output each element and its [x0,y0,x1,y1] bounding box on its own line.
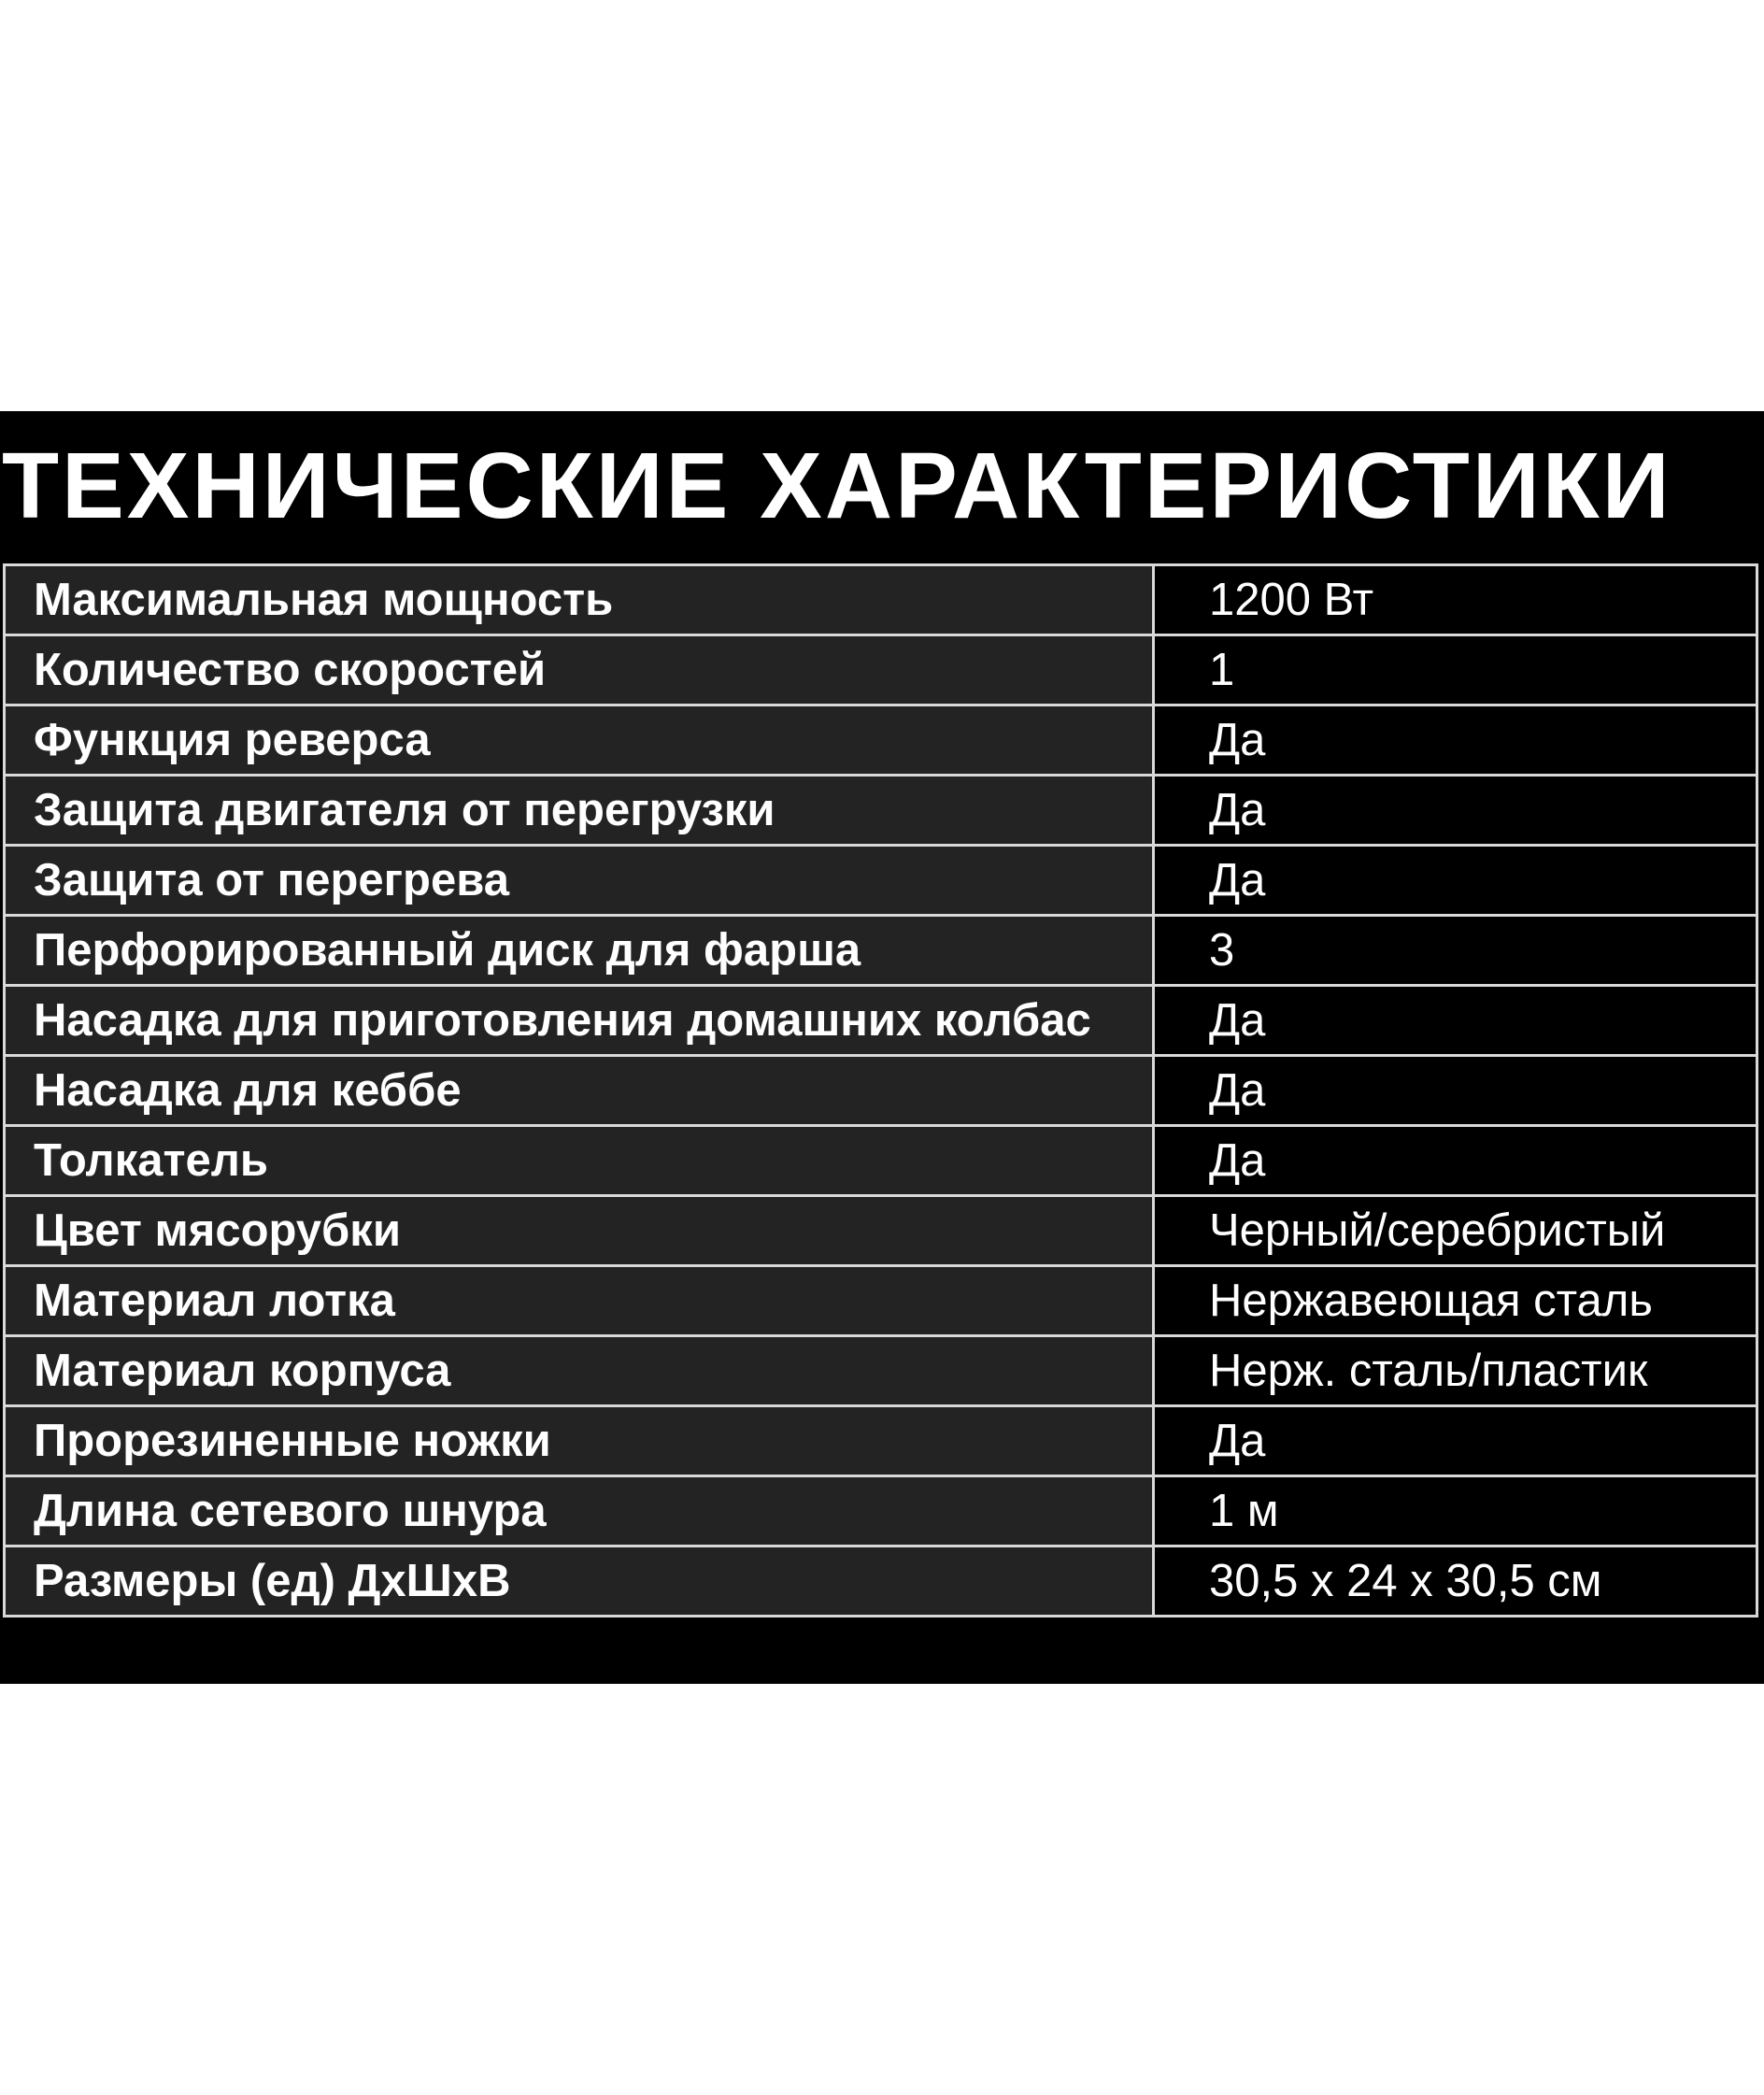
spec-value: 1 [1154,635,1757,705]
spec-value: Да [1154,705,1757,776]
spec-value: Нерж. сталь/пластик [1154,1336,1757,1406]
table-row [5,705,1757,776]
spec-name: Количество скоростей [5,635,1154,705]
table-row [5,1126,1757,1196]
spec-value: Да [1154,846,1757,916]
table-row [5,1196,1757,1266]
table-row [5,1336,1757,1406]
spec-value: Нержавеющая сталь [1154,1266,1757,1336]
spec-name: Максимальная мощность [5,565,1154,635]
spec-value: Да [1154,986,1757,1056]
spec-name: Прорезиненные ножки [5,1406,1154,1476]
spec-value: Да [1154,776,1757,846]
spec-name: Насадка для кеббе [5,1056,1154,1126]
spec-value: Да [1154,1126,1757,1196]
specifications-panel [0,411,1764,1684]
spec-name: Длина сетевого шнура [5,1476,1154,1546]
spec-name: Защита от перегрева [5,846,1154,916]
spec-name: Защита двигателя от перегрузки [5,776,1154,846]
spec-name: Цвет мясорубки [5,1196,1154,1266]
spec-value: Да [1154,1406,1757,1476]
spec-value: 30,5 х 24 х 30,5 см [1154,1546,1757,1617]
spec-name: Материал корпуса [5,1336,1154,1406]
spec-name: Материал лотка [5,1266,1154,1336]
spec-value: Да [1154,1056,1757,1126]
specifications-table [3,563,1758,1618]
spec-value: Черный/серебристый [1154,1196,1757,1266]
table-row [5,1476,1757,1546]
table-row [5,1056,1757,1126]
table-row [5,846,1757,916]
table-row [5,635,1757,705]
spec-name: Толкатель [5,1126,1154,1196]
table-row [5,986,1757,1056]
table-row [5,776,1757,846]
page-title: ТЕХНИЧЕСКИЕ ХАРАКТЕРИСТИКИ [2,434,1672,538]
spec-name: Функция реверса [5,705,1154,776]
table-row [5,1266,1757,1336]
spec-value: 1 м [1154,1476,1757,1546]
table-row [5,1406,1757,1476]
spec-name: Перфорированный диск для фарша [5,916,1154,986]
spec-value: 1200 Вт [1154,565,1757,635]
table-row [5,916,1757,986]
spec-name: Насадка для приготовления домашних колбас [5,986,1154,1056]
spec-value: 3 [1154,916,1757,986]
table-row [5,565,1757,635]
spec-name: Размеры (ед) ДхШхВ [5,1546,1154,1617]
table-row [5,1546,1757,1617]
